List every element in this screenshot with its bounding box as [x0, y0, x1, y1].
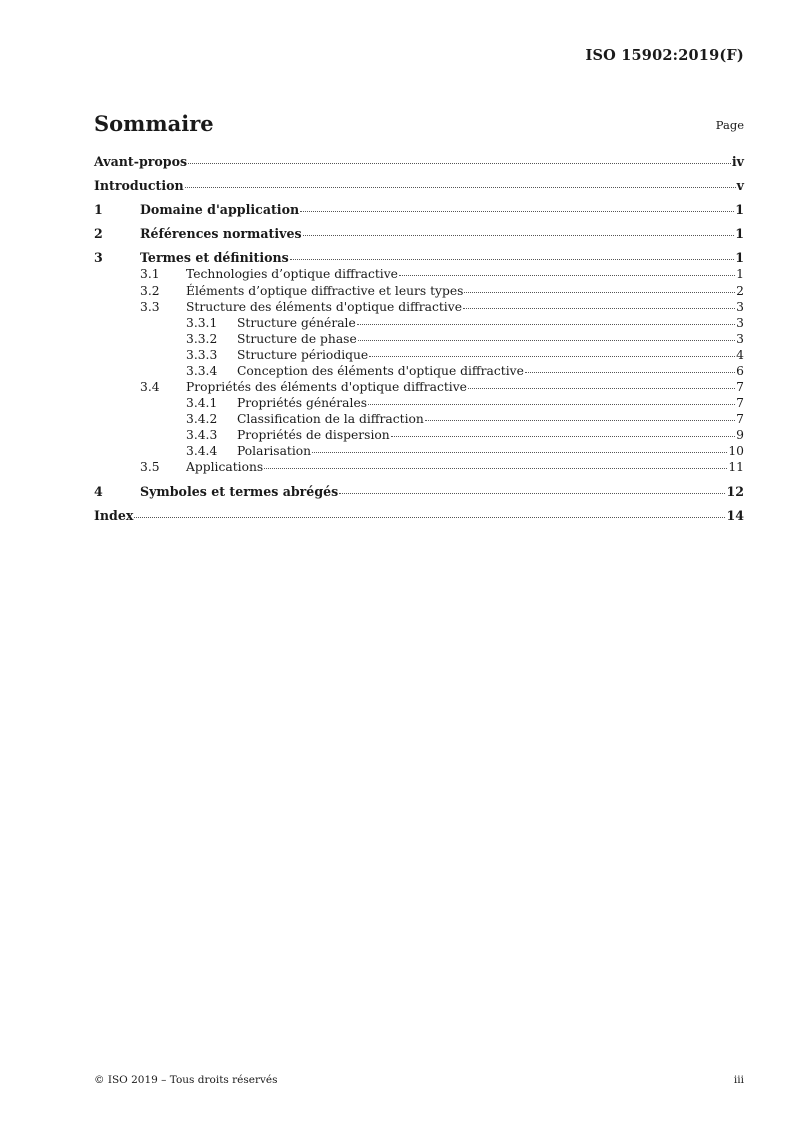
toc-entry-label: Structure générale [237, 316, 356, 330]
toc-entry-label: Symboles et termes abrégés [140, 484, 339, 499]
toc-entry-label: Structure périodique [237, 348, 369, 362]
toc-entry-page: 12 [726, 484, 744, 499]
toc-entry-3-3-4[interactable] [94, 364, 744, 378]
toc-entry-label: Polarisation [237, 444, 312, 458]
toc-entry-page: 6 [736, 364, 744, 378]
toc-entry-2[interactable] [94, 226, 744, 241]
toc-leader-dots [525, 372, 735, 373]
toc-entry-3-5[interactable] [94, 460, 744, 474]
toc-leader-dots [188, 163, 731, 164]
toc-leader-dots [463, 308, 735, 309]
toc-entry-3-3-1[interactable] [94, 316, 744, 330]
toc-entry-label: Propriétés de dispersion [237, 428, 390, 442]
toc-leader-dots [368, 404, 735, 405]
toc-entry-number: 3.4.2 [186, 412, 218, 426]
toc-entry-page: 14 [726, 508, 744, 523]
toc-entry-3-4-4[interactable] [94, 444, 744, 458]
toc-entry-3-3-2[interactable] [94, 332, 744, 346]
toc-entry-1[interactable] [94, 202, 744, 217]
toc-entry-number: 4 [94, 484, 103, 499]
toc-entry-label: Propriétés générales [237, 396, 368, 410]
toc-entry-page: v [736, 178, 744, 193]
toc-leader-dots [399, 275, 735, 276]
toc-leader-dots [339, 493, 725, 494]
footer-page-number: iii [733, 1074, 744, 1086]
toc-entry-number: 1 [94, 202, 103, 217]
toc-entry-label: Introduction [94, 178, 184, 193]
toc-entry-label: Propriétés des éléments d'optique diffractive [186, 380, 467, 394]
toc-entry-3-4-3[interactable] [94, 428, 744, 442]
toc-entry-number: 3.3.1 [186, 316, 218, 330]
toc-entry-3-1[interactable] [94, 267, 744, 281]
page-title: Sommaire [94, 111, 214, 136]
toc-entry-label: Avant-propos [94, 154, 188, 169]
toc-leader-dots [312, 452, 727, 453]
toc-entry-number: 3.4.4 [186, 444, 218, 458]
toc-entry-number: 3 [94, 250, 103, 265]
toc-leader-dots [185, 187, 736, 188]
toc-entry-page: 3 [736, 316, 744, 330]
footer-copyright: © ISO 2019 – Tous droits réservés [94, 1074, 278, 1086]
toc-entry-page: 2 [736, 284, 744, 298]
toc-leader-dots [391, 436, 735, 437]
toc-leader-dots [357, 324, 735, 325]
toc-entry-3-3[interactable] [94, 300, 744, 314]
toc-leader-dots [425, 420, 735, 421]
toc-entry-number: 3.2 [140, 284, 160, 298]
toc-entry-3-4-2[interactable] [94, 412, 744, 426]
toc-entry-3-4-1[interactable] [94, 396, 744, 410]
toc-entry-number: 3.3.4 [186, 364, 218, 378]
toc-entry-3-2[interactable] [94, 284, 744, 298]
toc-entry-label: Structure de phase [237, 332, 357, 346]
toc-entry-page: 7 [736, 380, 744, 394]
toc-entry-label: Classification de la diffraction [237, 412, 424, 426]
toc-entry-label: Éléments d’optique diffractive et leurs types [186, 284, 464, 298]
toc-entry-page: 1 [736, 267, 744, 281]
toc-entry-3-4[interactable] [94, 380, 744, 394]
toc-entry-4[interactable] [94, 484, 744, 499]
toc-entry-3-3-3[interactable] [94, 348, 744, 362]
toc-entry-3[interactable] [94, 250, 744, 265]
toc-entry-page: 9 [736, 428, 744, 442]
toc-entry-number: 3.4.3 [186, 428, 218, 442]
toc-leader-dots [290, 259, 734, 260]
toc-entry-page: 3 [736, 332, 744, 346]
toc-leader-dots [303, 235, 735, 236]
toc-entry-page: 1 [735, 226, 744, 241]
toc-entry-page: 4 [736, 348, 744, 362]
toc-entry-label: Technologies d’optique diffractive [186, 267, 398, 281]
toc-entry-label: Applications [186, 460, 264, 474]
toc-leader-dots [300, 211, 734, 212]
toc-entry-number: 2 [94, 226, 103, 241]
toc-entry-label: Conception des éléments d'optique diffractive [237, 364, 524, 378]
toc-entry-label: Structure des éléments d'optique diffractive [186, 300, 462, 314]
toc-entry-label: Index [94, 508, 134, 523]
toc-leader-dots [468, 388, 735, 389]
toc-entry-number: 3.3.2 [186, 332, 218, 346]
toc-leader-dots [464, 292, 735, 293]
toc-leader-dots [264, 468, 727, 469]
toc-entry-page: 7 [736, 412, 744, 426]
toc-leader-dots [134, 517, 725, 518]
toc-entry-page: 1 [735, 202, 744, 217]
toc-leader-dots [358, 340, 735, 341]
toc-entry-avant-propos[interactable] [94, 154, 744, 169]
toc-entry-number: 3.1 [140, 267, 160, 281]
toc-entry-page: 11 [728, 460, 744, 474]
toc-entry-number: 3.3 [140, 300, 160, 314]
toc-entry-number: 3.3.3 [186, 348, 218, 362]
toc-entry-page: 1 [735, 250, 744, 265]
toc-entry-page: 10 [728, 444, 744, 458]
toc-entry-number: 3.4 [140, 380, 160, 394]
toc-entry-index[interactable] [94, 508, 744, 523]
toc-leader-dots [369, 356, 735, 357]
toc-entry-label: Domaine d'application [140, 202, 300, 217]
toc-entry-number: 3.4.1 [186, 396, 218, 410]
toc-entry-number: 3.5 [140, 460, 160, 474]
toc-entry-label: Références normatives [140, 226, 302, 241]
document-code: ISO 15902:2019(F) [585, 47, 744, 64]
toc-entry-label: Termes et définitions [140, 250, 289, 265]
toc-entry-page: 7 [736, 396, 744, 410]
toc-entry-page: iv [731, 154, 744, 169]
toc-entry-page: 3 [736, 300, 744, 314]
page-column-label: Page [715, 118, 744, 132]
toc-entry-introduction[interactable] [94, 178, 744, 193]
